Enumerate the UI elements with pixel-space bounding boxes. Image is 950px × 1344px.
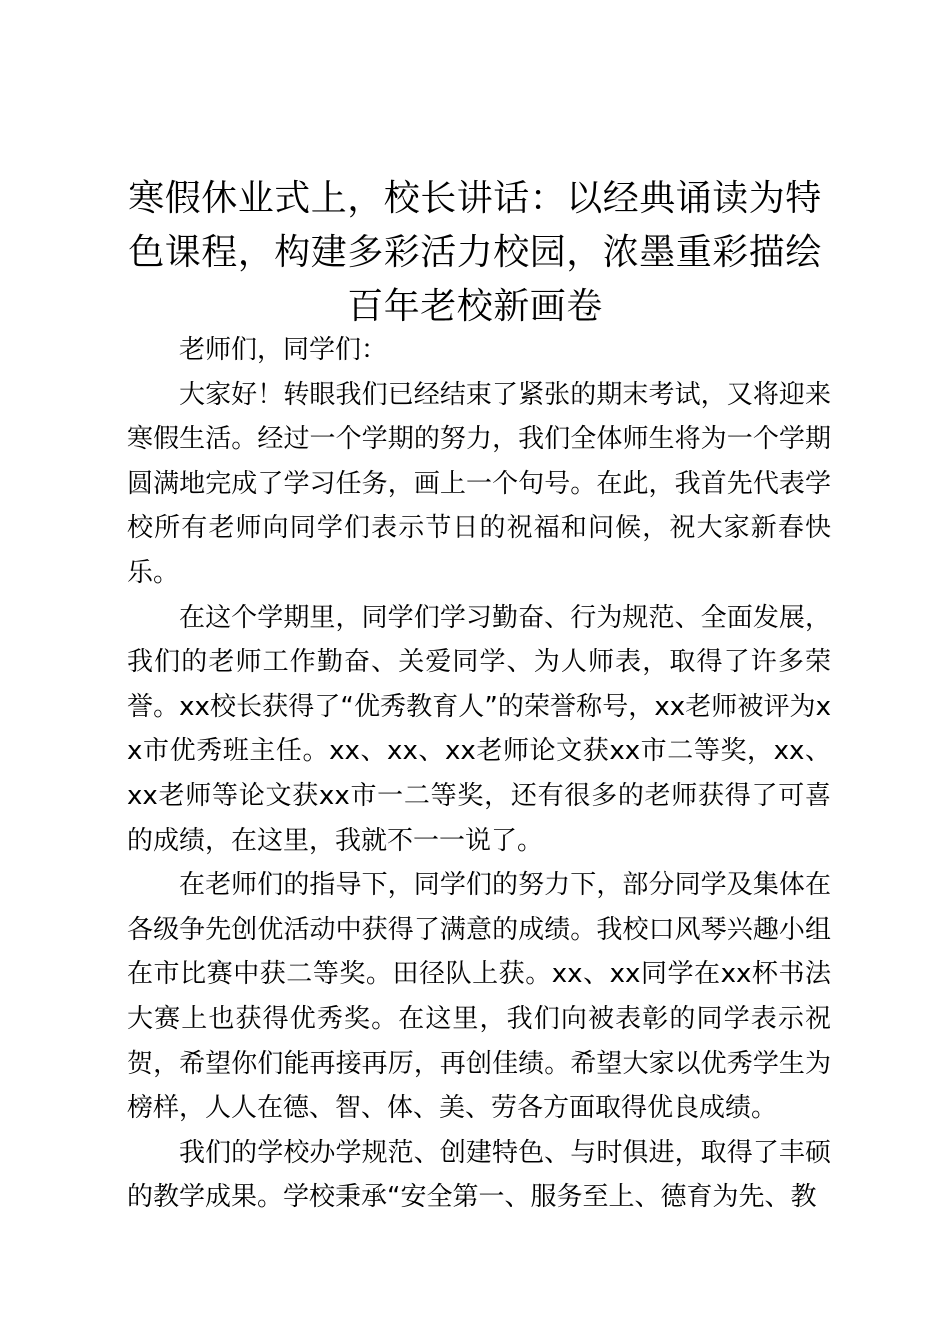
body-paragraph: 在这个学期里，同学们学习勤奋、行为规范、全面发展，我们的老师工作勤奋、关爱同学、为人师表，取得了许多荣誉。xx校长获得了“优秀教育人”的荣誉称号，xx老师被评为xx市优秀班主任。xx、xx、xx老师论文获xx市二等奖，xx、xx老师等论文获xx市一二等奖，还有很多的老师获得了可喜的成绩，在这里，我就不一一说了。: [127, 602, 831, 856]
body-paragraph: 大家好！转眼我们已经结束了紧张的期末考试，又将迎来寒假生活。经过一个学期的努力，我们全体师生将为一个学期圆满地完成了学习任务，画上一个句号。在此，我首先代表学校所有老师向同学们表示节日的祝福和问候，祝大家新春快乐。: [127, 379, 831, 588]
document-title: 寒假休业式上，校长讲话：以经典诵读为特色课程，构建多彩活力校园，浓墨重彩描绘百年老校新画卷: [128, 178, 822, 327]
salutation-paragraph: 老师们，同学们：: [179, 335, 388, 365]
body-paragraph: 我们的学校办学规范、创建特色、与时俱进，取得了丰硕的教学成果。学校秉承“安全第一、服务至上、德育为先、教: [127, 1137, 831, 1213]
body-paragraph: 在老师们的指导下，同学们的努力下，部分同学及集体在各级争先创优活动中获得了满意的成绩。我校口风琴兴趣小组在市比赛中获二等奖。田径队上获。xx、xx同学在xx杯书法大赛上也获得优秀奖。在这里，我们向被表彰的同学表示祝贺，希望你们能再接再厉，再创佳绩。希望大家以优秀学生为榜样，人人在德、智、体、美、劳各方面取得优良成绩。: [127, 870, 831, 1124]
document-body: [127, 328, 831, 1220]
